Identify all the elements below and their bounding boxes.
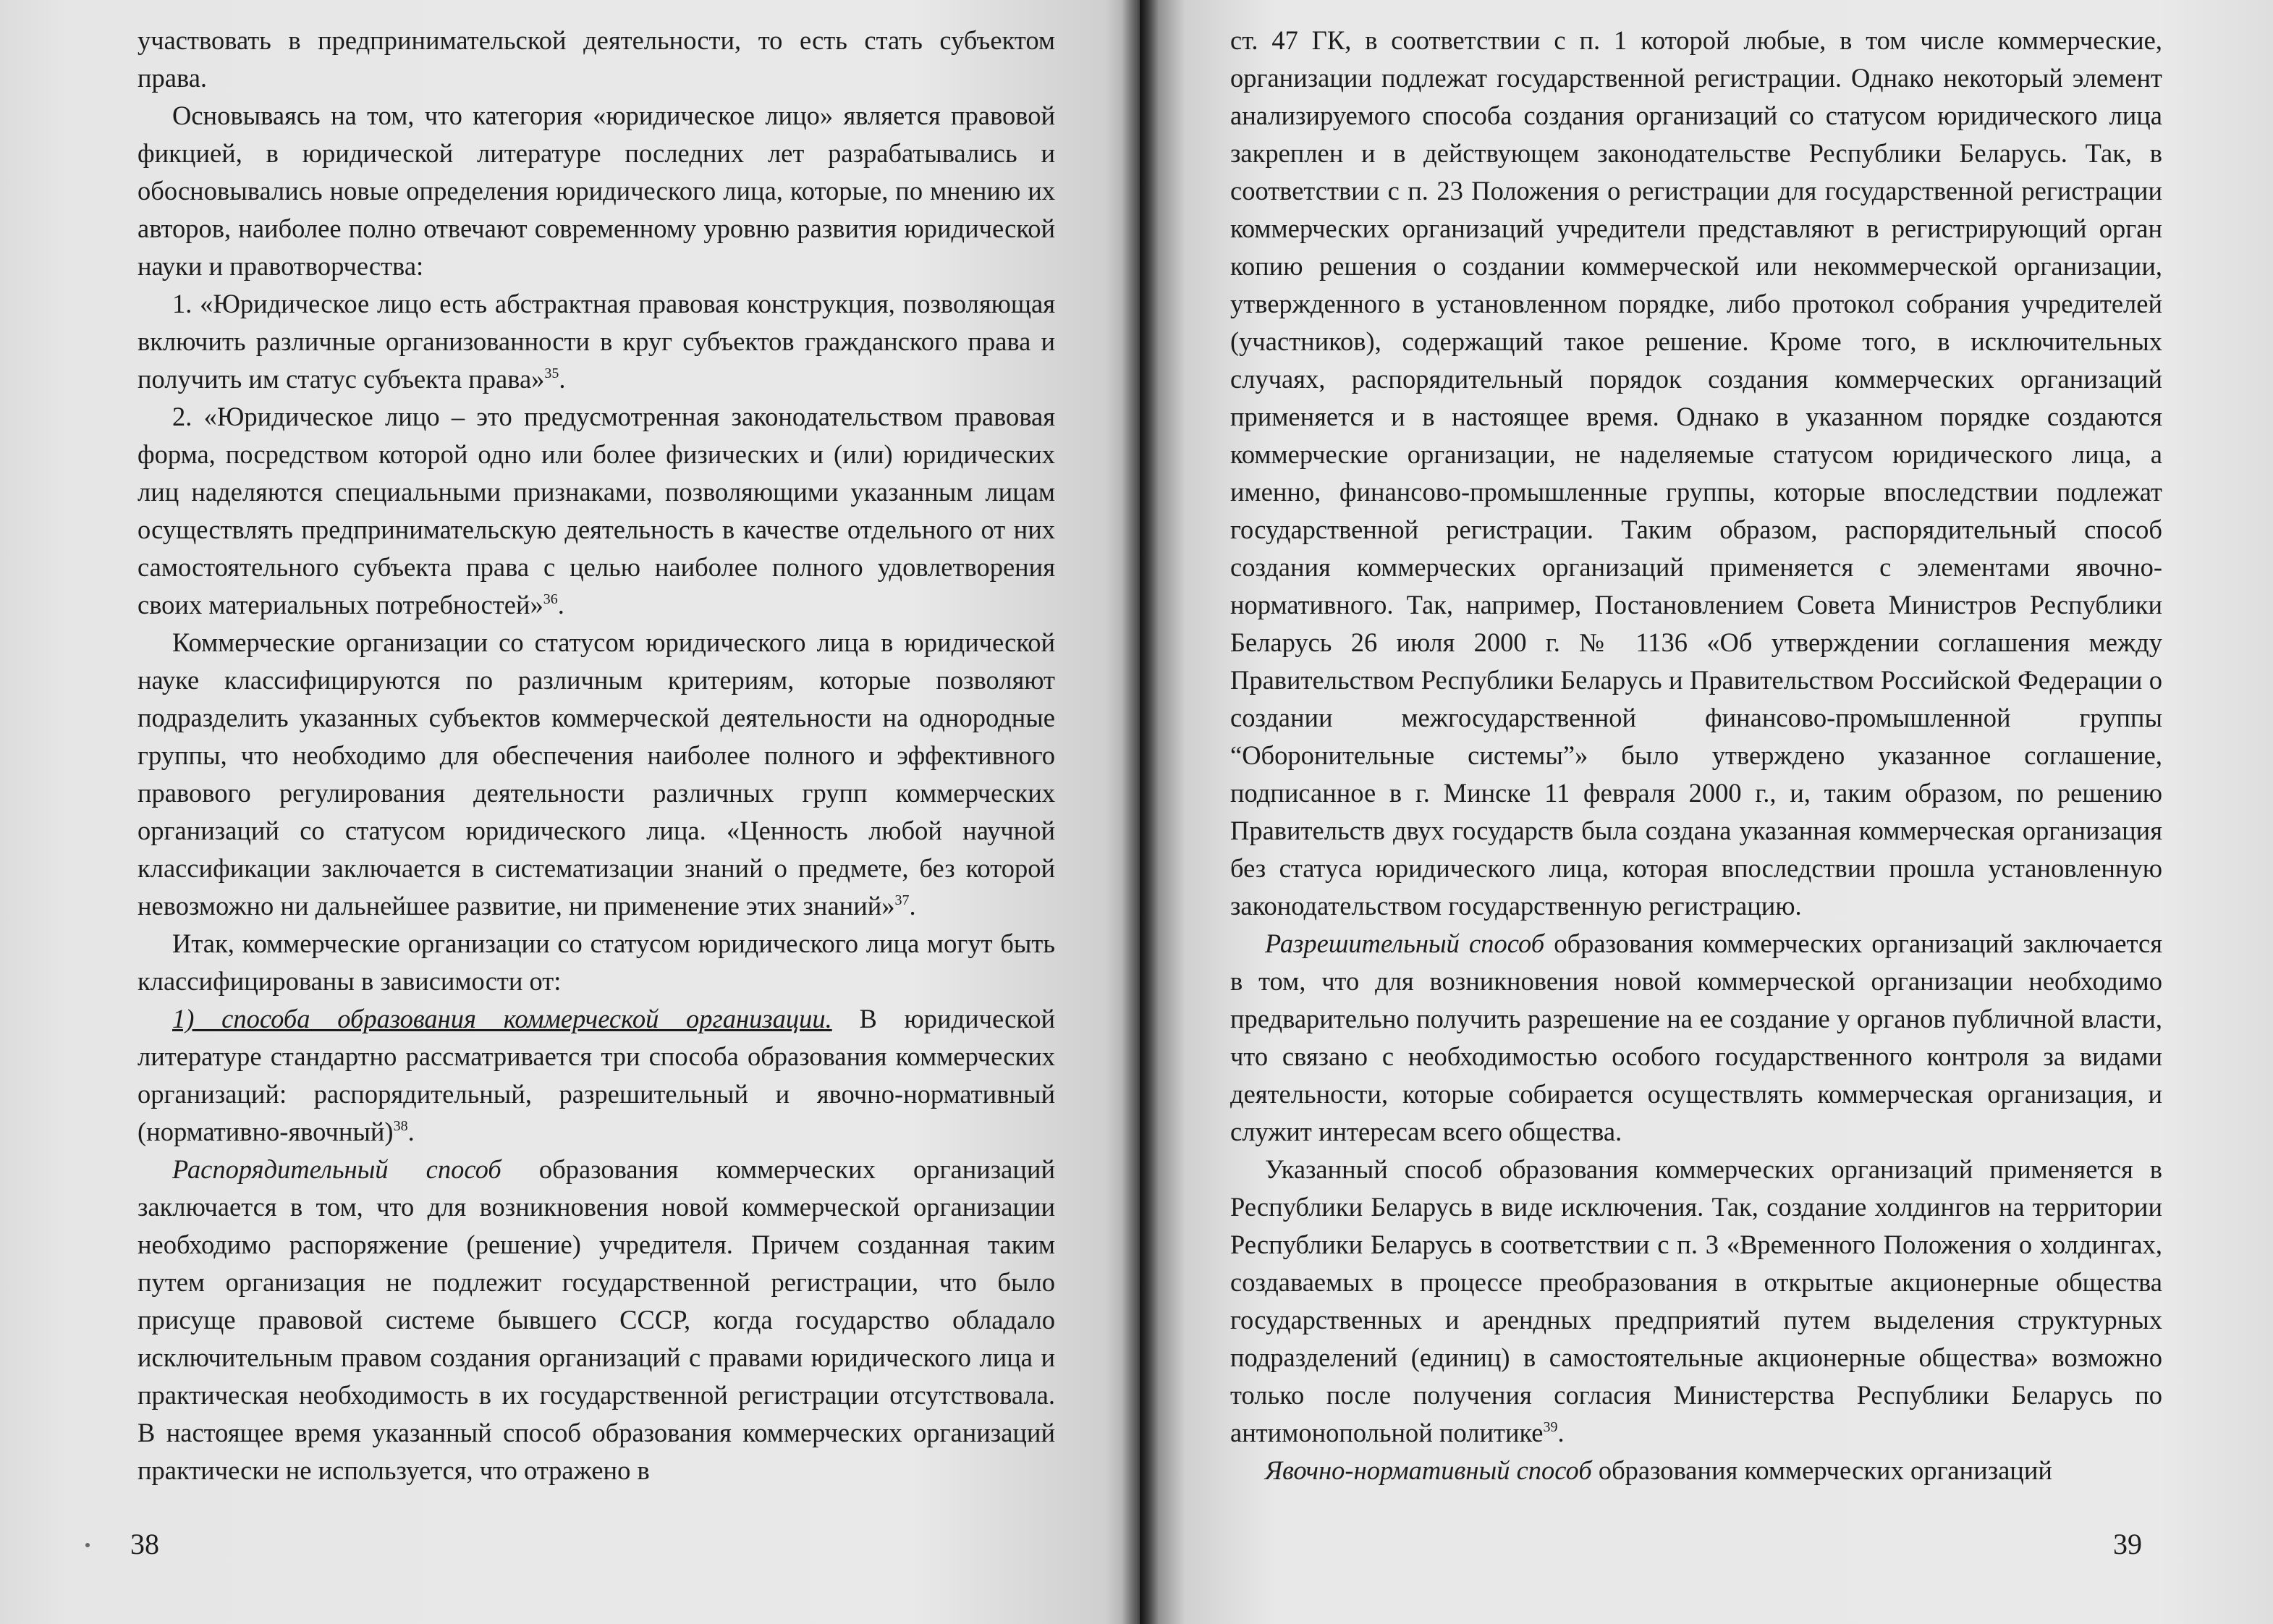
paragraph-text: Итак, коммерческие организации со статусом юридического лица могут быть классифицированы в зависимости от: — [137, 929, 1055, 996]
definition-item — [137, 398, 1055, 624]
definition-item — [137, 285, 1055, 398]
paragraph-text: 1. «Юридическое лицо есть абстрактная правовая конструкция, позволяющая включить различные организованности в круг субъектов гражданского права и получить им статус субъекта права» — [137, 289, 1055, 394]
paragraph — [137, 925, 1055, 1000]
punctuation: . — [1557, 1418, 1565, 1447]
punctuation: . — [557, 590, 564, 619]
paragraph — [1230, 1151, 2162, 1452]
page-number: 38 — [130, 1528, 159, 1560]
paragraph — [1230, 22, 2162, 925]
punctuation: . — [559, 364, 566, 394]
right-page — [1140, 0, 2273, 1624]
scan-speck — [85, 1543, 90, 1547]
footnote-ref: 39 — [1543, 1419, 1558, 1435]
paragraph — [137, 97, 1055, 285]
term-emphasis: Распорядительный способ — [172, 1154, 501, 1184]
paragraph — [1230, 925, 2162, 1151]
footnote-ref: 35 — [544, 365, 559, 381]
book-spine-shadow — [1122, 0, 1158, 1624]
right-page-text — [1230, 22, 2162, 1489]
footnote-ref: 36 — [543, 591, 558, 607]
punctuation: . — [407, 1117, 415, 1146]
footnote-ref: 38 — [393, 1118, 408, 1134]
section-heading: 1) способа образования коммерческой организации. — [172, 1004, 832, 1033]
punctuation: . — [909, 891, 916, 921]
paragraph-text: образования коммерческих организаций заключается в том, что для возникновения новой коммерческой организации необходимо предварительно получить разрешение на ее создание у органов публичной власти, что связано с необходимостью особого государственного контроля за видами деятельности, которые собирается осуществлять коммерческая организация, и служит интересам всего общества. — [1230, 929, 2162, 1146]
paragraph — [137, 22, 1055, 97]
paragraph-text: Коммерческие организации со статусом юридического лица в юридической науке классифицируются по различным критериям, которые позволяют подразделить указанных субъектов коммерческой деятельности на однородные группы, что необходимо для обеспечения наиболее полного и эффективного правового регулирования деятельности различных групп коммерческих организаций со статусом юридического лица. «Ценность любой научной классификации заключается в систематизации знаний о предмете, без которой невозможно ни дальнейшее развитие, ни применение этих знаний» — [137, 627, 1055, 921]
term-emphasis: Явочно-нормативный способ — [1265, 1455, 1592, 1485]
paragraph-text: Основываясь на том, что категория «юридическое лицо» является правовой фикцией, в юридической литературе последних лет разрабатывались и обосновывались новые определения юридического лица, которые, по мнению их авторов, наиболее полно отвечают современному уровню развития юридической науки и правотворчества: — [137, 101, 1055, 281]
paragraph — [1230, 1452, 2162, 1489]
paragraph — [137, 624, 1055, 925]
paragraph — [137, 1000, 1055, 1151]
paragraph-text: образования коммерческих организаций — [1591, 1455, 2052, 1485]
paragraph-text: образования коммерческих организаций заключается в том, что для возникновения новой коммерческой организации необходимо распоряжение (решение) учредителя. Причем созданная таким путем организация не подлежит государственной регистрации, что было присуще правовой системе бывшего СССР, когда государство обладало исключительным правом создания организаций с правами юридического лица и практическая необходимость в их государственной регистрации отсутствовала. В настоящее время указанный способ образования коммерческих организаций практически не используется, что отражено в — [137, 1154, 1055, 1485]
term-emphasis: Разрешительный способ — [1265, 929, 1545, 958]
paragraph-text: участвовать в предпринимательской деятельности, то есть стать субъектом права. — [137, 25, 1055, 93]
paragraph-text: ст. 47 ГК, в соответствии с п. 1 которой любые, в том числе коммерческие, организации подлежат государственной регистрации. Однако некоторый элемент анализируемого способа создания организаций со статусом юридического лица закреплен и в действующем законодательстве Республики Беларусь. Так, в соответствии с п. 23 Положения о регистрации для государственной регистрации коммерческих организаций учредители представляют в регистрирующий орган копию решения о создании коммерческой или некоммерческой организации, утвержденного в установленном порядке, либо протокол собрания учредителей (участников), содержащий такое решение. Кроме того, в исключительных случаях, распорядительный порядок создания коммерческих организаций применяется и в настоящее время. Однако в указанном порядке создаются коммерческие организации, не наделяемые статусом юридического лица, а именно, финансово-промышленные группы, которые впоследствии подлежат государственной регистрации. Таким образом, распорядительный способ создания коммерческих организаций применяется с элементами явочно-нормативного. Так, например, Постановлением Совета Министров Республики Беларусь 26 июля 2000 г. № 1136 «Об утверждении соглашения между Правительством Республики Беларусь и Правительством Российской Федерации о создании межгосударственной финансово-промышленной группы “Оборонительные системы”» было утверждено указанное соглашение, подписанное в г. Минске 11 февраля 2000 г., и, таким образом, по решению Правительств двух государств была создана указанная коммерческая организация без статуса юридического лица, которая впоследствии прошла установленную законодательством государственную регистрацию. — [1230, 25, 2162, 921]
page-number: 39 — [2113, 1528, 2142, 1560]
paragraph — [137, 1151, 1055, 1489]
footnote-ref: 37 — [894, 892, 910, 908]
left-page-text — [137, 22, 1055, 1489]
paragraph-text: В юридической литературе стандартно рассматривается три способа образования коммерческих организаций: распорядительный, разрешительный и явочно-нормативный (нормативно-явочный) — [137, 1004, 1055, 1146]
paragraph-text: Указанный способ образования коммерческих организаций применяется в Республики Беларусь в виде исключения. Так, создание холдингов на территории Республики Беларусь в соответствии с п. 3 «Временного Положения о холдингах, создаваемых в процессе преобразования в открытые акционерные общества государственных и арендных предприятий путем выделения структурных подразделений (единиц) в самостоятельные акционерные общества» возможно только после получения согласия Министерства Республики Беларусь по антимонопольной политике — [1230, 1154, 2162, 1447]
paragraph-text: 2. «Юридическое лицо – это предусмотренная законодательством правовая форма, посредством которой одно или более физических и (или) юридических лиц наделяются специальными признаками, позволяющими указанным лицам осуществлять предпринимательскую деятельность в качестве отдельного от них самостоятельного субъекта права с целью наиболее полного удовлетворения своих материальных потребностей» — [137, 402, 1055, 619]
